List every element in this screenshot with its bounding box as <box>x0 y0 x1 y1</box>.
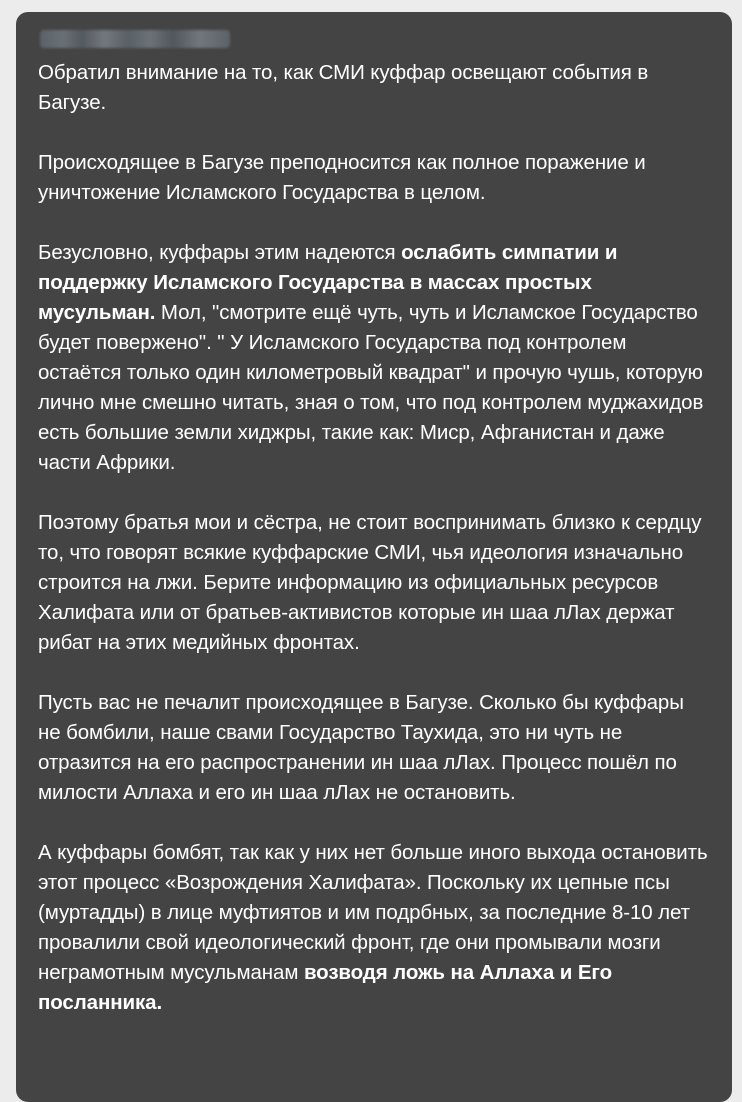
bold-text-segment: ослабить симпатии и поддержку Исламского Государства в массах простых мусульман. <box>38 241 618 324</box>
message-paragraph <box>38 238 708 478</box>
message-paragraph <box>38 148 708 208</box>
text-segment: Происходящее в Багузе преподносится как полное поражение и уничтожение Исламского Государства в целом. <box>38 151 646 204</box>
message-paragraph <box>38 838 708 1018</box>
text-segment: Безусловно, куффары этим надеются <box>38 241 402 264</box>
text-segment: Поэтому братья мои и сёстра, не стоит воспринимать близко к сердцу то, что говорят всякие куффарские СМИ, чья идеология изначально строится на лжи. Берите информацию из официальных ресурсов Халифата или от братьев-активистов которые ин шаа лЛах держат рибат на этих медийных фронтах. <box>38 511 702 654</box>
message-paragraph <box>38 688 708 808</box>
message-text <box>38 58 708 1018</box>
text-segment: Мол, "смотрите ещё чуть, чуть и Исламское Государство будет повержено". " У Исламского Государства под контролем остаётся только один километровый квадрат" и прочую чушь, которую лично мне смешно читать, зная о том, что под контролем муджахидов есть большие земли хиджры, такие как: Миср, Афганистан и даже части Африки. <box>38 301 704 474</box>
sender-name-blurred <box>40 30 230 48</box>
message-paragraph <box>38 58 708 118</box>
bold-text-segment: возводя ложь на Аллаха и Его посланника. <box>38 961 612 1014</box>
text-segment: А куффары бомбят, так как у них нет больше иного выхода остановить этот процесс «Возрождения Халифата». Поскольку их цепные псы (муртадды) в лице муфтиятов и им подрбных, за последние 8-10 лет провалили свой идеологический фронт, где они промывали мозги неграмотным мусульманам <box>38 841 708 984</box>
text-segment: Пусть вас не печалит происходящее в Багузе. Сколько бы куффары не бомбили, наше свами Государство Таухида, это ни чуть не отразится на его распространении ин шаа лЛах. Процесс пошёл по милости Аллаха и его ин шаа лЛах не остановить. <box>38 691 684 804</box>
text-segment: Обратил внимание на то, как СМИ куффар освещают события в Багузе. <box>38 61 649 114</box>
message-paragraph <box>38 508 708 658</box>
message-bubble <box>16 12 732 1102</box>
